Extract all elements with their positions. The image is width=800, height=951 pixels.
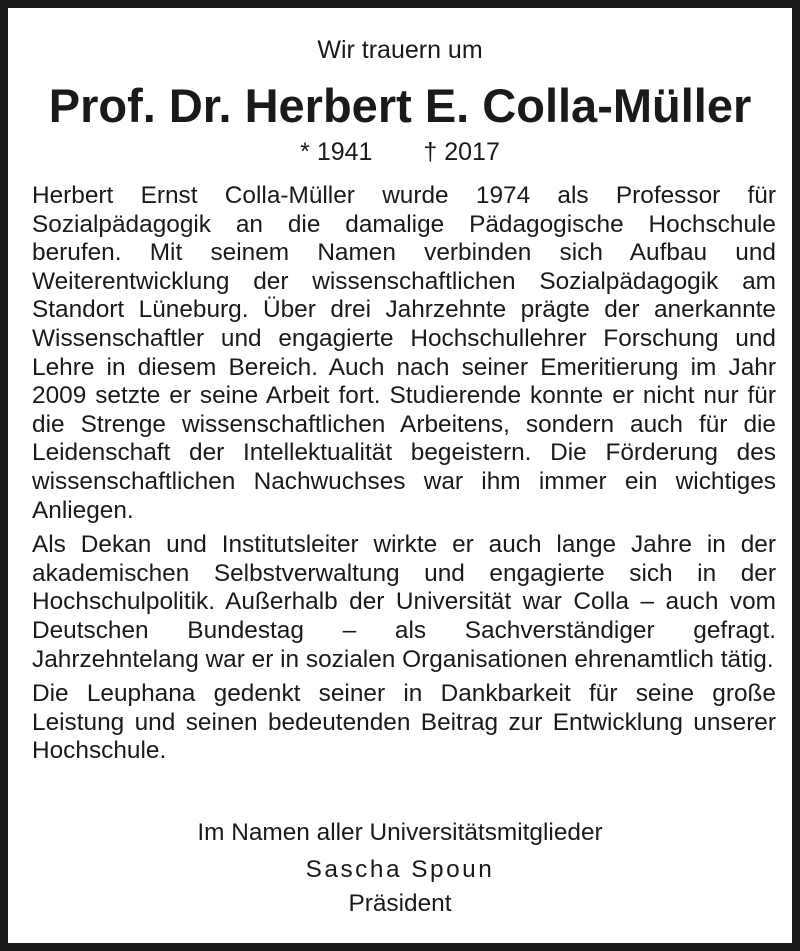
life-dates <box>8 136 792 168</box>
birth-year: * 1941 <box>300 138 373 166</box>
paragraph-tribute: Die Leuphana gedenkt seiner in Dankbarkeit für seine große Leistung und seinen bedeutenden Beitrag zur Entwicklung unserer Hochschule. <box>32 680 776 765</box>
paragraph-service: Als Dekan und Institutsleiter wirkte er auch lange Jahre in der akademischen Selbstverwaltung und engagierte sich in der Hochschulpolitik. Außerhalb der Universität war Colla – auch vom Deutschen Bundestag – als Sachverständiger gefragt. Jahrzehntelang war er in sozialen Organisationen ehrenamtlich tätig. <box>32 531 776 673</box>
obituary-text <box>32 182 776 772</box>
signatory-name: Sascha Spoun <box>305 856 495 883</box>
intro-line: Wir trauern um <box>317 36 483 64</box>
paragraph-career: Herbert Ernst Colla-Müller wurde 1974 als Professor für Sozialpädagogik an die damalige Pädagogische Hochschule berufen. Mit seinem Namen verbinden sich Aufbau und Weiterentwicklung der wissenschaftlichen Sozialpädagogik am Standort Lüneburg. Über drei Jahrzehnte prägte der anerkannte Wissenschaftler und engagierte Hochschullehrer Forschung und Lehre in diesem Bereich. Auch nach seiner Emeritierung im Jahr 2009 setzte er seine Arbeit fort. Studierende konnte er nicht nur für die Strenge wissenschaftlichen Arbeitens, sondern auch für die Leidenschaft der Intellektualität begeistern. Die Förderung des wissenschaftlichen Nachwuchses war ihm immer ein wichtiges Anliegen. <box>32 182 776 524</box>
closing-block <box>8 818 792 919</box>
deceased-name: Prof. Dr. Herbert E. Colla-Müller <box>48 79 752 132</box>
death-year: † 2017 <box>423 138 500 166</box>
signatory-role: Präsident <box>348 890 452 917</box>
on-behalf-line: Im Namen aller Universitätsmitglieder <box>197 819 603 846</box>
